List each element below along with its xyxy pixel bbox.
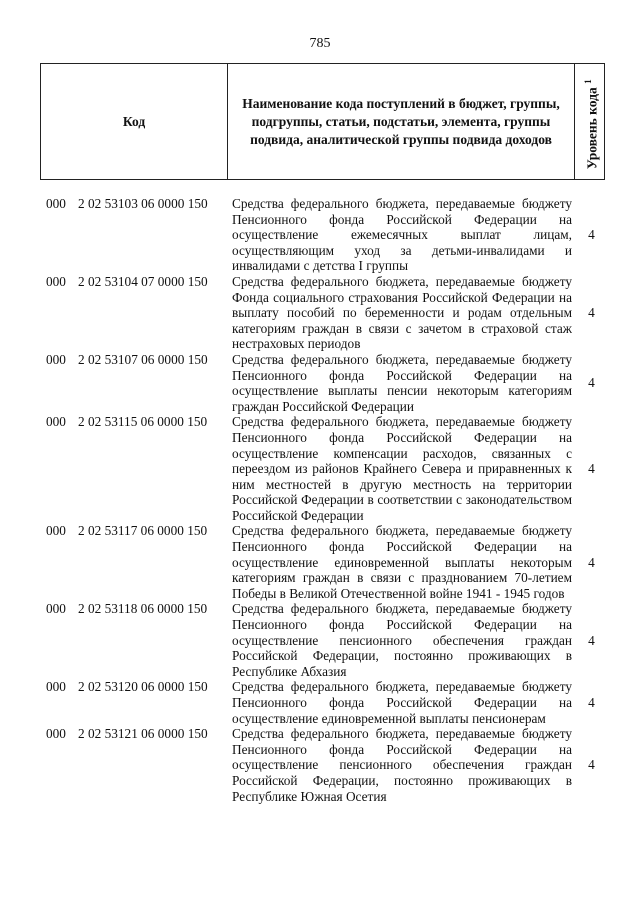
header-level-footnote: 1 [582,78,593,84]
page-number: 785 [309,36,331,51]
row-admin-code: 000 [46,726,66,742]
row-level: 4 [588,554,595,570]
row-admin-code: 000 [46,351,66,367]
row-level: 4 [588,305,595,321]
header-level [575,64,604,179]
row-admin-code: 000 [46,679,66,695]
row-level: 4 [588,461,595,477]
row-name: Средства федерального бюджета, передаваемые бюджету Пенсионного фонда Российской Федерации на осуществление выплаты пенсии некоторым категориям граждан Российской Федерации [232,351,572,414]
table-row [40,601,605,679]
table-row [40,196,605,274]
row-name: Средства федерального бюджета, передаваемые бюджету Пенсионного фонда Российской Федерации на осуществление компенсации расходов, связанных с переездом из районов Крайнего Севера и приравненных к ним местностей в другую местность на территории Российской Федерации в соответствии с законодательством Российской Федерации [232,414,572,523]
row-name: Средства федерального бюджета, передаваемые бюджету Пенсионного фонда Российской Федерации на осуществление ежемесячных выплат лицам, осуществляющим уход за детьми-инвалидами и инвалидами с детства I группы [232,196,572,274]
row-admin-code: 000 [46,196,66,211]
row-name: Средства федерального бюджета, передаваемые бюджету Пенсионного фонда Российской Федерации на осуществление пенсионного обеспечения граждан Российской Федерации, постоянно проживающих в Республике Южная Осетия [232,726,572,804]
row-name: Средства федерального бюджета, передаваемые бюджету Фонда социального страхования Российской Федерации на выплату пособий по беременности и родам отдельным категориям граждан в связи с зачетом в страховой стаж нестраховых периодов [232,273,572,352]
row-admin-code: 000 [46,601,66,617]
table-body [40,196,605,804]
row-level: 4 [588,695,595,710]
row-code: 2 02 53120 06 0000 150 [78,679,208,695]
row-level: 4 [588,757,595,773]
row-level: 4 [588,632,595,648]
table-row [40,414,605,523]
table-header [40,63,605,180]
table-row [40,679,605,726]
row-code: 2 02 53103 06 0000 150 [78,196,208,211]
row-code: 2 02 53115 06 0000 150 [78,414,208,430]
table-row [40,523,605,601]
row-code: 2 02 53104 07 0000 150 [78,273,208,289]
header-name: Наименование кода поступлений в бюджет, группы, подгруппы, статьи, подстатьи, элемента, группы подвида, аналитической группы подвида доходов [228,64,575,179]
row-code: 2 02 53117 06 0000 150 [78,523,208,539]
header-code: Код [41,64,228,179]
row-name: Средства федерального бюджета, передаваемые бюджету Пенсионного фонда Российской Федерации на осуществление пенсионного обеспечения граждан Российской Федерации, постоянно проживающих в Республике Абхазия [232,601,572,679]
row-code: 2 02 53107 06 0000 150 [78,351,208,367]
table-row [40,274,605,352]
header-level-text: Уровень кода [583,86,599,169]
row-code: 2 02 53118 06 0000 150 [78,601,208,617]
row-admin-code: 000 [46,414,66,430]
row-level: 4 [588,375,595,391]
table-row [40,726,605,804]
row-level: 4 [588,227,595,243]
row-admin-code: 000 [46,273,66,289]
row-code: 2 02 53121 06 0000 150 [78,726,208,742]
table-row [40,352,605,414]
header-level-label [578,68,601,180]
row-name: Средства федерального бюджета, передаваемые бюджету Пенсионного фонда Российской Федерации на осуществление единовременной выплаты пенсионерам [232,679,572,726]
row-name: Средства федерального бюджета, передаваемые бюджету Пенсионного фонда Российской Федерации на осуществление единовременной выплаты некоторым категориям граждан в связи с празднованием 70-летием Победы в Великой Отечественной войне 1941 - 1945 годов [232,523,572,601]
row-admin-code: 000 [46,523,66,539]
